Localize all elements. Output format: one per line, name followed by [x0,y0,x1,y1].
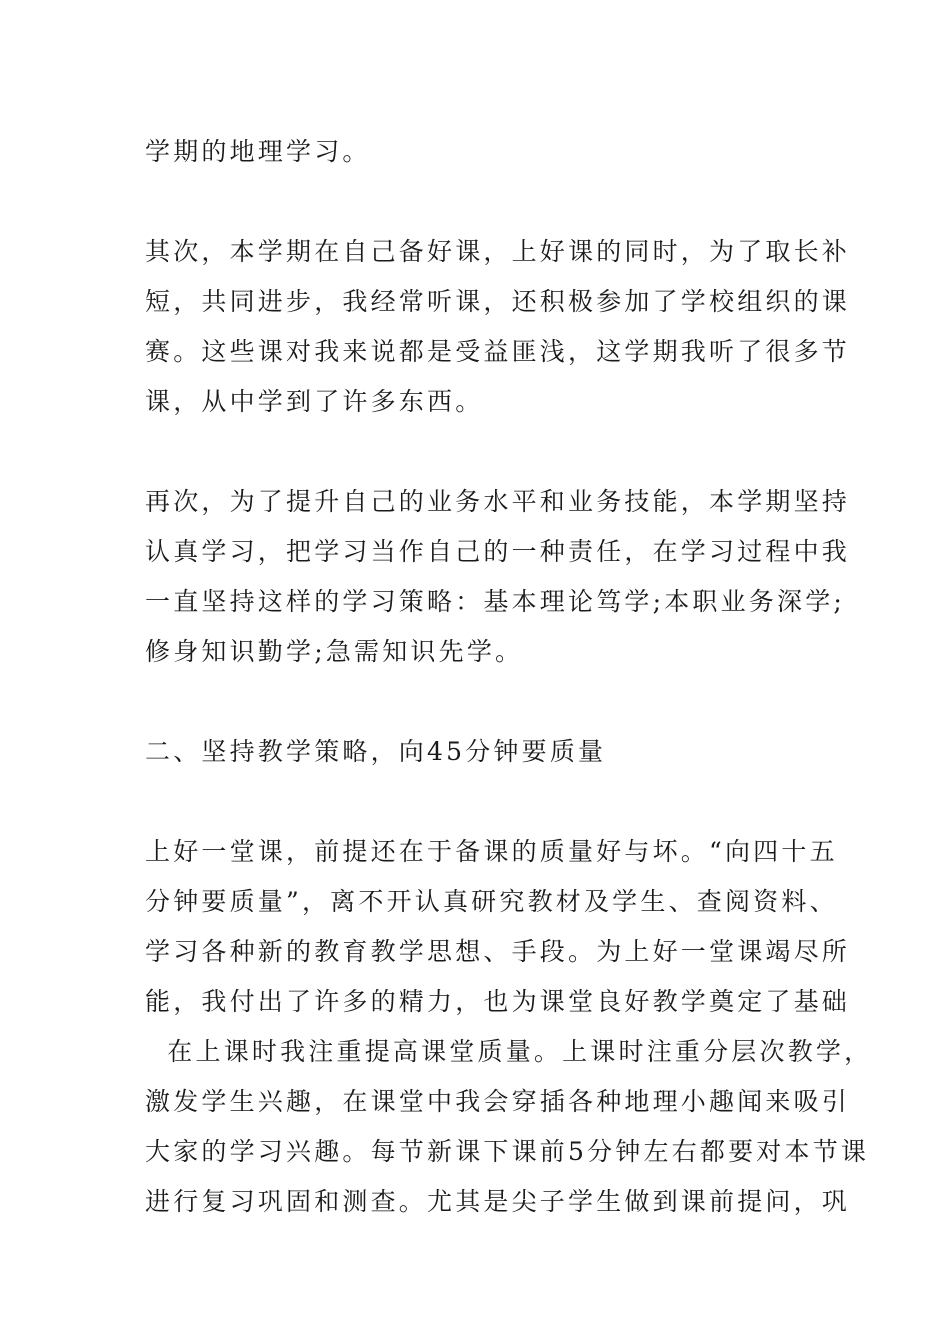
text-line: 上好一堂课，前提还在于备课的质量好与坏。“向四十五 [145,837,838,866]
text-line: 大家的学习兴趣。每节新课下课前5分钟左右都要对本节课 [145,1137,870,1166]
text-line: 认真学习，把学习当作自己的一种责任，在学习过程中我 [145,537,851,566]
text-line: 在上课时我注重提高课堂质量。上课时注重分层次教学， [145,1037,873,1066]
text-line: 分钟要质量”，离不开认真研究教材及学生、查阅资料、 [145,887,838,916]
text-line: 能，我付出了许多的精力，也为课堂良好教学奠定了基础 [145,987,851,1016]
text-line: 课，从中学到了许多东西。 [145,387,484,416]
text-line: 学习各种新的教育教学思想、手段。为上好一堂课竭尽所 [145,937,851,966]
text-line: 一直坚持这样的学习策略：基本理论笃学;本职业务深学; [145,587,846,616]
text-line: 学期的地理学习。 [145,137,371,166]
text-line: 赛。这些课对我来说都是受益匪浅，这学期我听了很多节 [145,337,851,366]
section-heading: 二、坚持教学策略，向45分钟要质量 [145,737,607,766]
text-line: 再次，为了提升自己的业务水平和业务技能，本学期坚持 [145,487,851,516]
text-line: 激发学生兴趣，在课堂中我会穿插各种地理小趣闻来吸引 [145,1087,851,1116]
text-line: 修身知识勤学;急需知识先学。 [145,637,524,666]
text-line: 短，共同进步，我经常听课，还积极参加了学校组织的课 [145,287,851,316]
text-line: 其次，本学期在自己备好课，上好课的同时，为了取长补 [145,237,851,266]
text-line: 进行复习巩固和测查。尤其是尖子学生做到课前提问，巩 [145,1187,851,1216]
